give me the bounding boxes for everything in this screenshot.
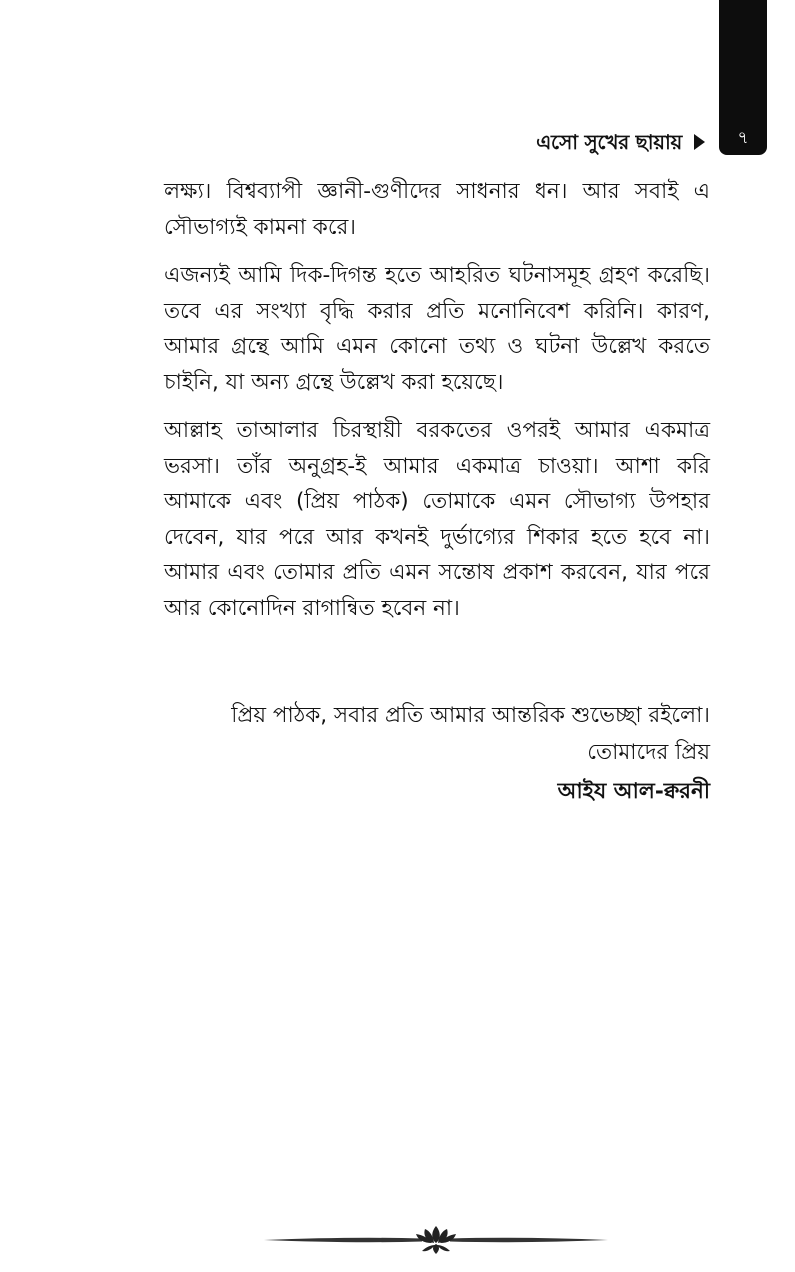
triangle-arrow-icon (694, 134, 705, 150)
page-number: ৭ (737, 128, 749, 148)
closing-greeting: প্রিয় পাঠক, সবার প্রতি আমার আন্তরিক শুভেচ্ছা রইলো। (231, 703, 710, 728)
paragraph: এজন্যই আমি দিক-দিগন্ত হতে আহরিত ঘটনাসমূহ গ্রহণ করেছি। তবে এর সংখ্যা বৃদ্ধি করার প্রতি মনোনিবেশ করিনি। কারণ, আমার গ্রন্থে আমি এমন কোনো তথ্য ও ঘটনা উল্লেখ করতে চাইনি, যা অন্য গ্রন্থে উল্লেখ করা হয়েছে। (164, 263, 710, 395)
body-text (164, 174, 710, 639)
running-head (536, 128, 705, 156)
paragraph: লক্ষ্য। বিশ্বব্যাপী জ্ঞানী-গুণীদের সাধনার ধন। আর সবাই এ সৌভাগ্যই কামনা করে। (164, 179, 710, 240)
running-title: এসো সুখের ছায়ায় (536, 130, 682, 154)
author-name: আইয আল-ক্বরনী (557, 779, 710, 804)
paragraph: আল্লাহ তাআলার চিরস্থায়ী বরকতের ওপরই আমার একমাত্র ভরসা। তাঁর অনুগ্রহ-ই আমার একমাত্র চাওয়া। আশা করি আমাকে এবং (প্রিয় পাঠক) তোমাকে এমন সৌভাগ্য উপহার দেবেন, যার পরে আর কখনই দুর্ভাগ্যের শিকার হতে হবে না। আমার এবং তোমার প্রতি এমন সন্তোষ প্রকাশ করবেন, যার পরে আর কোনোদিন রাগান্বিত হবেন না। (164, 418, 710, 621)
closing-signoff: তোমাদের প্রিয় (587, 740, 710, 765)
lotus-ornament-icon (262, 1222, 610, 1258)
closing-block (164, 697, 710, 810)
